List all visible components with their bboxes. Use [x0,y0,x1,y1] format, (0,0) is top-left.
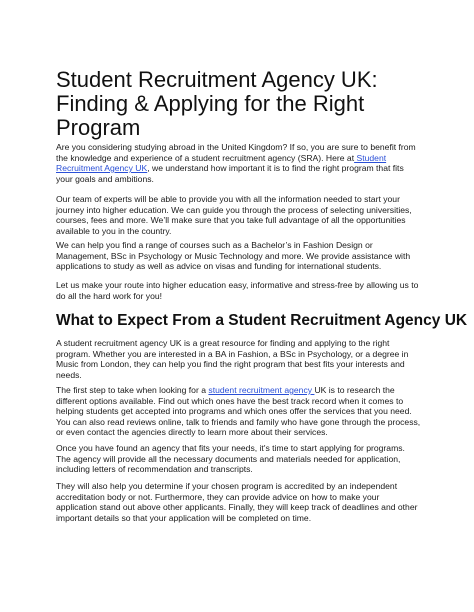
text-line [56,385,428,396]
text-line: do all the hard work for you! [56,290,163,301]
text-line [56,153,428,164]
student-recruitment-agency-link[interactable]: student recruitment agency [208,385,315,395]
text-line: courses, fees and more. We’ll make sure that you take full advantage of all the opportunities [56,215,406,225]
team-paragraph [56,194,428,236]
text-line: helping students get accepted into programs and which ones offer the services that you need. [56,406,412,416]
text-line: program. Whether you are interested in a BA in Fashion, a BSc in Psychology, or a degree in [56,348,409,359]
also-paragraph [56,481,428,523]
text-line: available to you in the country. [56,225,172,236]
text-line: Once you have found an agency that fits your needs, it's time to start applying for programs. [56,443,405,453]
first-step-paragraph [56,385,428,438]
text-line: Our team of experts will be able to provide you with all the information needed to start your [56,194,400,204]
page-title [56,68,436,140]
text-line [56,163,428,174]
text-line: application stand out above other applicants. Finally, they will keep track of deadlines and other [56,502,418,512]
student-recruitment-agency-uk-link[interactable]: Recruitment Agency UK [56,163,148,173]
text-line: Management, BSc in Psychology or Music Technology and more. We provide assistance with [56,250,411,261]
student-recruitment-agency-uk-link[interactable]: Student [354,152,387,163]
text-line: The agency will provide all the necessary documents and materials needed for application, [56,453,401,464]
text-line: journey into higher education. We can guide you through the process of selecting universities, [56,204,412,215]
text-line: We can help you find a range of courses such as a Bachelor’s in Fashion Design or [56,240,373,250]
text-line: A student recruitment agency UK is a great resource for finding and applying to the right [56,338,390,348]
title-line: Finding & Applying for the Right [56,91,365,116]
text-segment: , we understand how important it is to find the right program that fits [147,163,404,173]
expect-paragraph [56,338,428,380]
text-segment: UK is to research the [314,385,395,395]
text-line: Are you considering studying abroad in the United Kingdom? If so, you are sure to benefit from [56,142,416,152]
text-line: accreditation body or not. Furthermore, they can provide advice on how to make your [56,491,380,502]
text-line: your goals and ambitions. [56,173,154,184]
text-line: different options available. Find out which ones have the best track record when it comes to [56,395,404,406]
text-line: You can also read reviews online, talk to friends and family who have gone through the process, [56,416,421,427]
title-line: Program [56,115,141,140]
text-line: applications to study as well as advice on visas and funding for international students. [56,261,382,271]
text-line: needs. [56,369,82,380]
text-line: including letters of recommendation and transcripts. [56,464,253,474]
title-line: Student Recruitment Agency UK: [56,67,378,92]
text-line: or even contact the agencies directly to learn more about their services. [56,427,328,437]
courses-paragraph [56,240,428,272]
text-line: Music from London, they can help you find the right program that best fits your interests and [56,359,405,369]
route-paragraph [56,280,428,301]
text-line: Let us make your route into higher education easy, informative and stress-free by allowing us to [56,280,419,290]
intro-paragraph [56,142,428,184]
section-heading: What to Expect From a Student Recruitment Agency UK [56,312,468,329]
once-paragraph [56,443,428,475]
text-segment: The first step to take when looking for a [56,385,209,395]
text-segment: the knowledge and experience of a student recruitment agency (SRA). Here at [56,152,355,163]
text-line: important details so that your application will be completed on time. [56,512,312,523]
text-line: They will also help you determine if your chosen program is accredited by an independent [56,481,398,491]
